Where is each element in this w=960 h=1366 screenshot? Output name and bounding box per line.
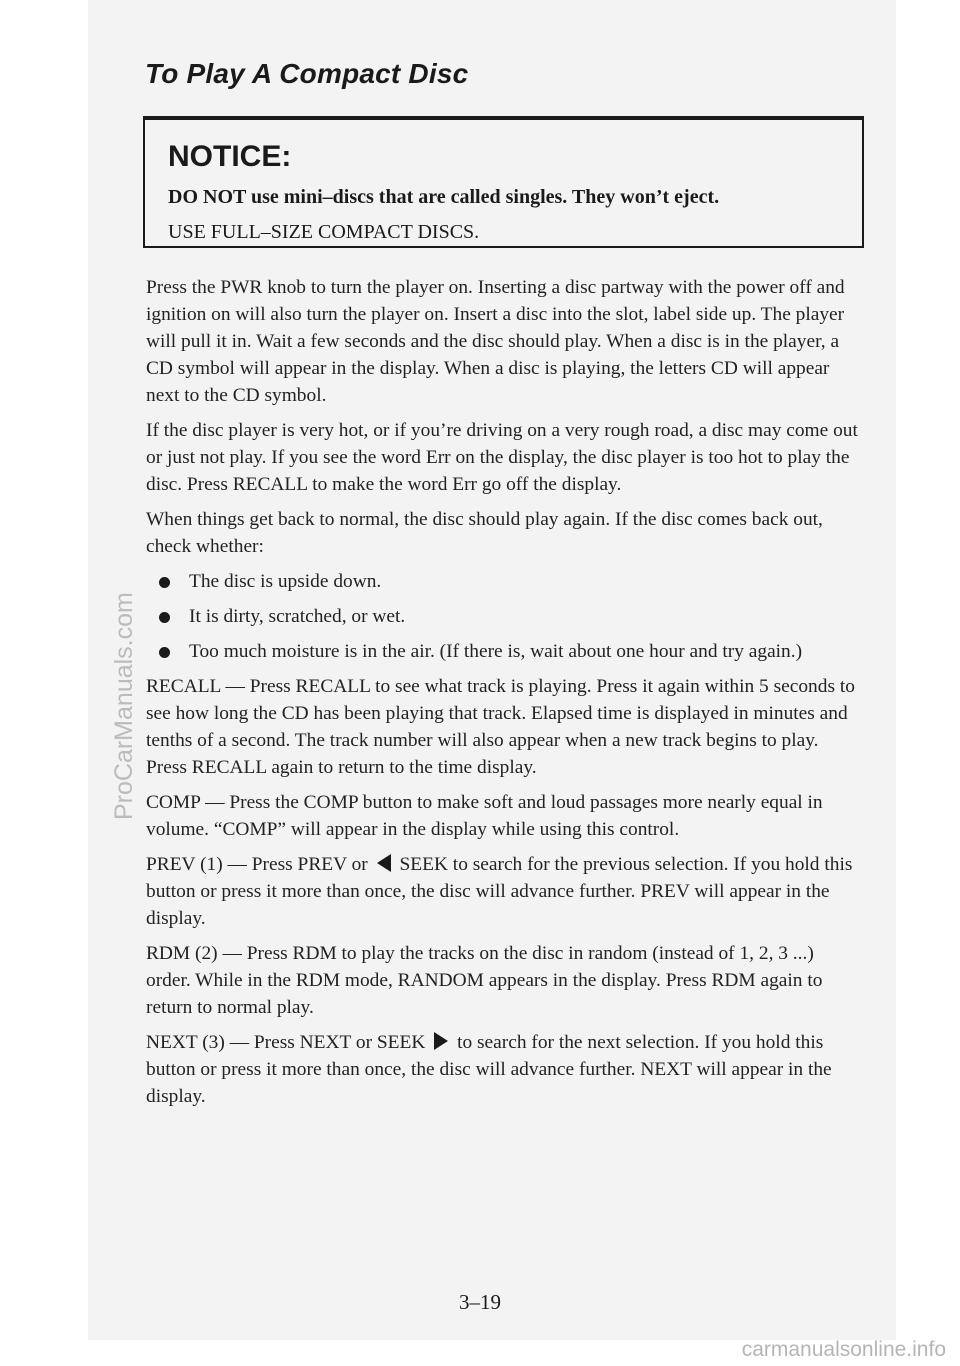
prev-text-end: SEEK to search for the previous selection. If you hold this button or press it more than once, the disc will advance further. PREV will appear in the display.	[146, 854, 853, 929]
checklist	[146, 568, 858, 665]
bullet-dot-icon	[159, 647, 170, 658]
notice-warning-text: DO NOT use mini–discs that are called singles. They won’t eject.	[168, 186, 720, 208]
next-text-end: to search for the next selection. If you hold this button or press it more than once, the disc will advance further. NEXT will appear in the display.	[146, 1032, 832, 1107]
prev-text-start: PREV (1) — Press PREV or	[146, 854, 368, 875]
seek-back-triangle-icon	[377, 854, 391, 872]
bullet-dot-icon	[159, 612, 170, 623]
paragraph-hot-player: If the disc player is very hot, or if you’re driving on a very rough road, a disc may come out or just not play. If you see the word Err on the display, the disc player is too hot to play the disc. Press RECALL to make the word Err go off the display.	[146, 420, 858, 495]
paragraph-rdm: RDM (2) — Press RDM to play the tracks on the disc in random (instead of 1, 2, 3 ...) order. While in the RDM mode, RANDOM appears in the display. Press RDM again to return to normal play.	[146, 943, 823, 1018]
page-number: 3–19	[459, 1290, 501, 1314]
list-item-text: It is dirty, scratched, or wet.	[189, 606, 406, 627]
list-item	[146, 568, 858, 595]
list-item	[146, 638, 858, 665]
paragraph-recall: RECALL — Press RECALL to see what track is playing. Press it again within 5 seconds to see how long the CD has been playing that track. Elapsed time is displayed in minutes and tenths of a second. The track number will also appear when a new track begins to play. Press RECALL again to return to the time display.	[146, 676, 855, 778]
notice-heading: NOTICE:	[168, 140, 292, 173]
paragraph-next	[146, 1029, 858, 1110]
list-item-text: The disc is upside down.	[189, 571, 382, 592]
paragraph-prev	[146, 851, 858, 932]
next-text-start: NEXT (3) — Press NEXT or SEEK	[146, 1032, 426, 1053]
section-title: To Play A Compact Disc	[145, 58, 469, 89]
paragraph-check-whether: When things get back to normal, the disc should play again. If the disc comes back out, check whether:	[146, 509, 823, 557]
side-watermark: ProCarManuals.com	[110, 592, 138, 820]
paragraph-power: Press the PWR knob to turn the player on. Inserting a disc partway with the power off and ignition on will also turn the player on. Insert a disc into the slot, label side up. The player will pull it in. Wait a few seconds and the disc should play. When a disc is in the player, a CD symbol will appear in the display. When a disc is playing, the letters CD will appear next to the CD symbol.	[146, 277, 845, 406]
body-text	[146, 274, 858, 1118]
seek-forward-triangle-icon	[434, 1032, 448, 1050]
notice-instruction-text: USE FULL–SIZE COMPACT DISCS.	[168, 221, 480, 243]
list-item	[146, 603, 858, 630]
bottom-watermark: carmanualsonline.info	[741, 1338, 946, 1361]
list-item-text: Too much moisture is in the air. (If there is, wait about one hour and try again.)	[189, 641, 803, 662]
bullet-dot-icon	[159, 577, 170, 588]
notice-box	[143, 116, 864, 248]
paragraph-comp: COMP — Press the COMP button to make soft and loud passages more nearly equal in volume. “COMP” will appear in the display while using this control.	[146, 792, 823, 840]
